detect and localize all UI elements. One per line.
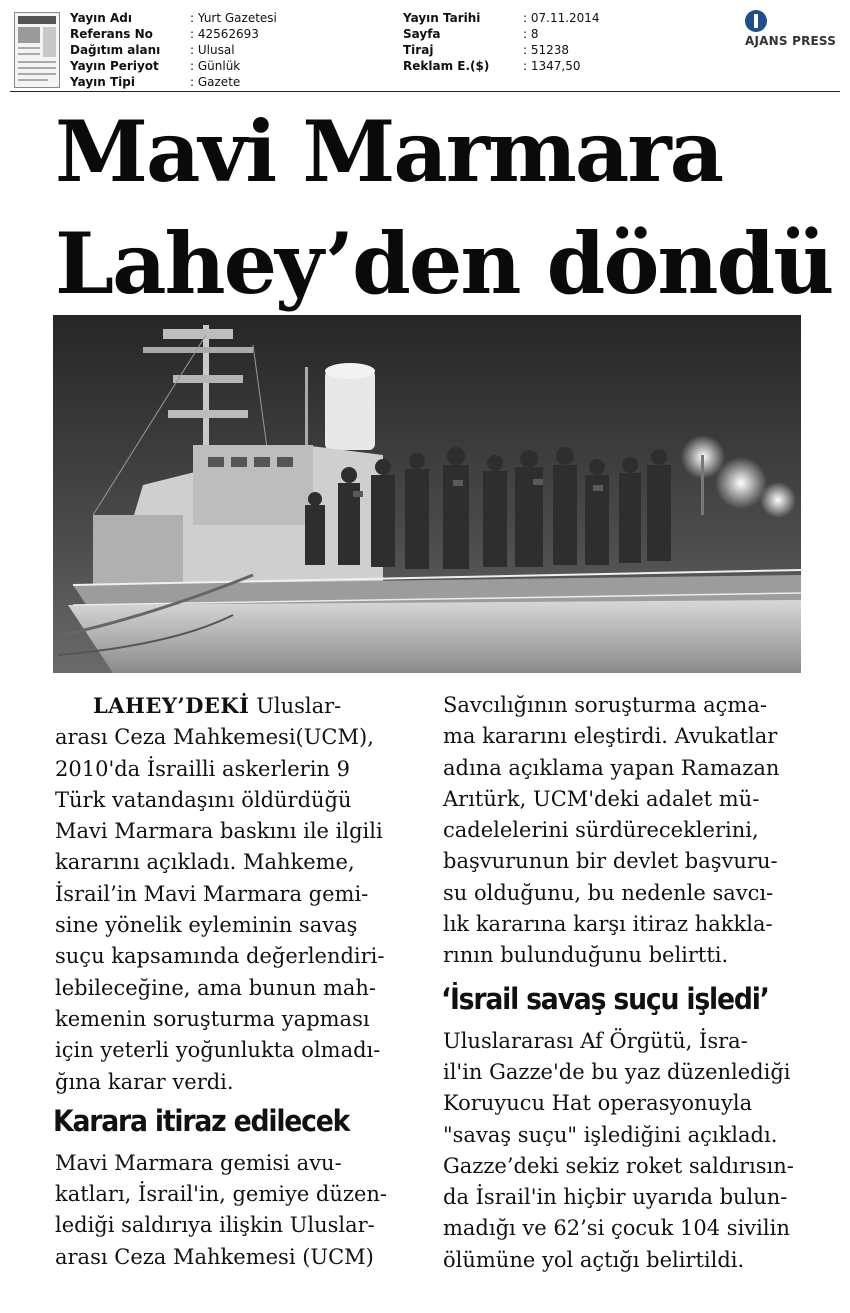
headline-line-1: Mavi Marmara: [55, 102, 723, 201]
meta-row-tiraj: Tiraj : 51238: [403, 42, 600, 58]
ajans-press-logo-icon: [745, 10, 767, 32]
header-divider: [10, 91, 840, 92]
meta-row-sayfa: Sayfa : 8: [403, 26, 600, 42]
subheading-israil-savas-sucu: ‘İsrail savaş suçu işledi’: [441, 981, 769, 1016]
meta-row-yayin-tipi: Yayın Tipi : Gazete: [70, 74, 277, 90]
meta-row-reklam: Reklam E.($) : 1347,50: [403, 58, 600, 74]
publication-meta-left: [70, 10, 277, 90]
subheading-karara-itiraz: Karara itiraz edilecek: [53, 1103, 350, 1138]
headline-line-2: Lahey’den döndü: [55, 214, 833, 313]
article-column-left: [55, 690, 400, 1273]
article-paragraph-1: [55, 690, 400, 1098]
ajans-press-logo: AJANS PRESS: [745, 10, 839, 50]
article-paragraph-4: Uluslararası Af Örgütü, İsra- il'in Gazze'de bu yaz düzenlediği Koruyucu Hat operasyonuyla "savaş suçu" işlediğini açıkladı. Gazze’deki sekiz roket saldırısın- da İsrail'in hiçbir uyarıda bulun- madığı ve 62’si çocuk 104 sivilin ölümüne yol açtığı belirtildi.: [443, 1028, 794, 1272]
article-paragraph-2: Mavi Marmara gemisi avu- katları, İsrail'in, gemiye düzen- lediği saldırıya ilişkin Uluslar- arası Ceza Mahkemesi (UCM): [55, 1150, 388, 1269]
meta-row-referans-no: Referans No : 42562693: [70, 26, 277, 42]
meta-row-yayin-periyot: Yayın Periyot : Günlük: [70, 58, 277, 74]
article-column-right: [443, 690, 801, 1276]
meta-row-yayin-adi: Yayın Adı : Yurt Gazetesi: [70, 10, 277, 26]
paragraph-1-text: Uluslar- arası Ceza Mahkemesi(UCM), 2010'da İsrailli askerlerin 9 Türk vatandaşını öldürdüğü Mavi Marmara baskını ile ilgili kararını açıkladı. Mahkeme, İsrail’in Mavi Marmara gemi- sine yönelik eyleminin savaş suçu kapsamında değerlendiri- lebileceğine, ama bunun mah- kemenin soruşturma yapması için yeterli yoğunlukta olmadı- ğına karar verdi.: [55, 694, 385, 1094]
meta-row-yayin-tarihi: Yayın Tarihi : 07.11.2014: [403, 10, 600, 26]
publication-meta-right: [403, 10, 600, 74]
page-thumbnail: [14, 12, 60, 88]
article-paragraph-3: Savcılığının soruşturma açma- ma kararını eleştirdi. Avukatlar adına açıklama yapan Ramazan Arıtürk, UCM'deki adalet mü- cadelelerini sürdüreceklerini, başvurunun bir devlet başvuru- su olduğunu, bu nedenle savcı- lık kararına karşı itiraz hakkla- rının bulunduğunu belirtti.: [443, 693, 780, 968]
article-photo: [53, 315, 801, 673]
lead-word: LAHEY’DEKİ: [93, 693, 250, 718]
article-headline: [55, 96, 833, 320]
meta-row-dagitim-alani: Dağıtım alanı : Ulusal: [70, 42, 277, 58]
